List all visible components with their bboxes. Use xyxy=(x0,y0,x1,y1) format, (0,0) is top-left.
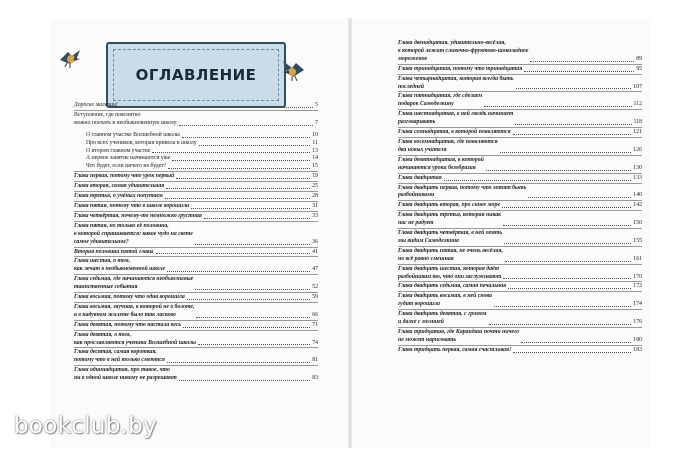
toc-entry[interactable]: Глава двадцать девятая, с громом и даже с молнией 176 xyxy=(398,311,642,326)
toc-entry[interactable]: О втором главном участке 13 xyxy=(86,147,318,154)
toc-entry[interactable]: Вторая половина пятой главы 41 xyxy=(74,248,318,255)
toc-entry[interactable]: Вступление, где пояснятно можно поехать в необыкновенную школу 7 xyxy=(74,111,318,126)
toc-entry[interactable]: Глава двадцать седьмая, самая печальная 172 xyxy=(398,283,642,290)
left-page xyxy=(50,18,350,448)
toc-entry[interactable]: Глава тридцатая, где Карандаш почти ничего не может нарисовать 180 xyxy=(398,329,642,343)
toc-entry[interactable]: Глава двадцать пятая, не очень весёлая, но всё равно смешная 161 xyxy=(398,247,642,262)
toc-entry[interactable]: Глава пятая, потому что в школе ворошила 31 xyxy=(74,202,318,209)
watermark-logo: bookclub.by xyxy=(14,413,158,439)
toc-entry[interactable]: Глава двадцать восьмая, в ней снова гудит ворошила 174 xyxy=(398,293,642,308)
toc-entry[interactable]: Глава четвёртая, почему-то немножко грустная 33 xyxy=(74,212,318,219)
toc-entry[interactable]: Глава одиннадцатая, про такое, что ни в одной школе никому не разрешают 83 xyxy=(74,367,318,382)
toc-entry[interactable]: Глава двадцать первая, потому что хотят быть разбойниками 140 xyxy=(398,184,642,199)
toc-entry[interactable]: Глава двенадцатая, удивительно-весёлая, в которой лежит сливочно-фруктово-шоколадное мороженое 89 xyxy=(398,40,642,62)
toc-entry[interactable]: Глава девятая, о том, как прославляются ученики Волшебной школы 74 xyxy=(74,331,318,346)
toc-title-banner xyxy=(106,42,286,108)
toc-entry[interactable]: Глава седьмая, где начинаются необъяснимые таинственные события 52 xyxy=(74,276,318,291)
toc-entry[interactable]: Глава двадцать четвёртая, в ней опять мы видим Самоделкина 155 xyxy=(398,230,642,244)
toc-entry[interactable]: Дорогие малыши! 5 xyxy=(74,102,318,108)
toc-entry[interactable]: Глава четырнадцатая, которая всегда быть последней 107 xyxy=(398,75,642,90)
toc-entry[interactable]: Глава третья, о учёных попутаем 28 xyxy=(74,193,318,200)
toc-list-left xyxy=(74,102,318,383)
toc-list-right xyxy=(398,40,642,355)
toc-entry[interactable]: Глава девятая, потому что настала весь 71 xyxy=(74,321,318,328)
book-spread xyxy=(50,18,650,448)
toc-entry[interactable]: Глава тринадцатая, потому что тринадцатая 95 xyxy=(398,65,642,72)
toc-entry[interactable]: Глава шестая, о том, как лечат в необыкновенной школе 47 xyxy=(74,258,318,273)
toc-title: ОГЛАВЛЕНИЕ xyxy=(135,66,257,84)
toc-entry[interactable]: Глава шестнадцатая, в ней гвоздь начинает разговаривать 118 xyxy=(398,111,642,126)
toc-entry[interactable]: Глава двадцать третья, которая никак нас не радует 150 xyxy=(398,212,642,227)
toc-entry[interactable]: Глава десятая, самая короткая, потому что в ней только смеются 81 xyxy=(74,349,318,364)
toc-entry[interactable]: Глава двадцать шестая, которая даёт разбойникам то, что они заслуживают 170 xyxy=(398,265,642,280)
toc-entry[interactable]: А первое занятие начинаются уже 14 xyxy=(86,155,318,162)
bird-illustration xyxy=(58,48,84,68)
toc-entry[interactable]: Глава восьмая, звучная, в которой не в болоте, а в надувном жилете было так ласково 66 xyxy=(74,303,318,318)
toc-entry[interactable]: Глава тридцать первая, самая счастливая! 183 xyxy=(398,346,642,353)
bird-illustration xyxy=(278,60,306,82)
toc-entry[interactable]: Глава восьмая, потому что одна ворошила 59 xyxy=(74,294,318,301)
toc-entry[interactable]: О главном участке Волшебной школы 10 xyxy=(86,131,318,138)
toc-entry[interactable]: Глава пятая, но только её половина, в которой спрашивается: какое чудо на свете самое удивительное? 36 xyxy=(74,222,318,245)
toc-entry[interactable]: Глава восемнадцатая, где появляются два новых учителя 126 xyxy=(398,138,642,153)
toc-entry[interactable]: Что будет, если ничего не будет? 15 xyxy=(86,163,318,170)
toc-entry[interactable]: Глава девятнадцатая, в которой начинаются уроки безобразия 130 xyxy=(398,156,642,171)
right-page xyxy=(350,18,650,448)
toc-entry[interactable]: Глава семнадцатая, в которой появляются 121 xyxy=(398,129,642,136)
toc-entry[interactable]: Про всех учеников, которая привела в школу 11 xyxy=(86,139,318,146)
toc-entry[interactable]: Глава вторая, самая удивительная 25 xyxy=(74,183,318,190)
toc-entry[interactable]: Глава двадцать вторая, про синее море 142 xyxy=(398,202,642,209)
toc-entry[interactable]: Глава пятнадцатая, где сделаем подарок Самоделкину 112 xyxy=(398,93,642,108)
toc-entry[interactable]: Глава двадцатая 133 xyxy=(398,174,642,181)
toc-entry[interactable]: Глава первая, потому что урок первый 19 xyxy=(74,173,318,180)
